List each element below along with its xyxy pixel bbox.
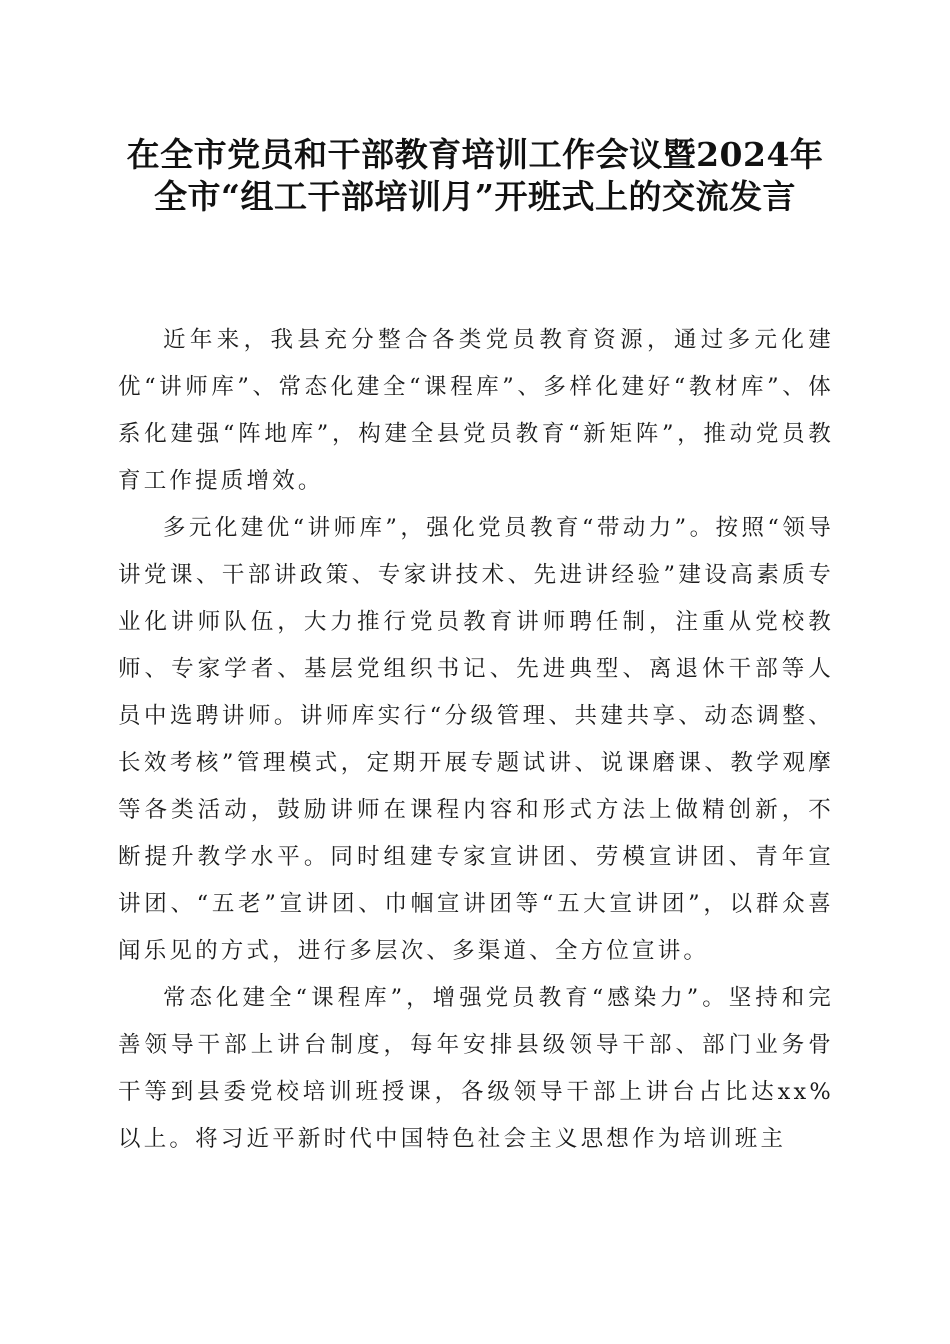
paragraph-course-library: 常态化建全“课程库”，增强党员教育“感染力”。坚持和完善领导干部上讲台制度，每年安排县级领导干部、部门业务骨干等到县委党校培训班授课，各级领导干部上讲台占比达xx%以上。将习近平新时代中国特色社会主义思想作为培训班主 bbox=[118, 985, 834, 1152]
paragraph-intro: 近年来，我县充分整合各类党员教育资源，通过多元化建优“讲师库”、常态化建全“课程库”、多样化建好“教材库”、体系化建强“阵地库”，构建全县党员教育“新矩阵”，推动党员教育工作提质增效。 bbox=[118, 327, 834, 494]
paragraph-lecturer-library: 多元化建优“讲师库”，强化党员教育“带动力”。按照“领导讲党课、干部讲政策、专家讲技术、先进讲经验”建设高素质专业化讲师队伍，大力推行党员教育讲师聘任制，注重从党校教师、专家学者、基层党组织书记、先进典型、离退休干部等人员中选聘讲师。讲师库实行“分级管理、共建共享、动态调整、长效考核”管理模式，定期开展专题试讲、说课磨课、教学观摩等各类活动，鼓励讲师在课程内容和形式方法上做精创新，不断提升教学水平。同时组建专家宣讲团、劳模宣讲团、青年宣讲团、“五老”宣讲团、巾帼宣讲团等“五大宣讲团”，以群众喜闻乐见的方式，进行多层次、多渠道、全方位宣讲。 bbox=[118, 515, 834, 964]
document-body bbox=[118, 317, 834, 1163]
document-title: 在全市党员和干部教育培训工作会议暨2024年全市“组工干部培训月”开班式上的交流发言 bbox=[126, 135, 824, 216]
